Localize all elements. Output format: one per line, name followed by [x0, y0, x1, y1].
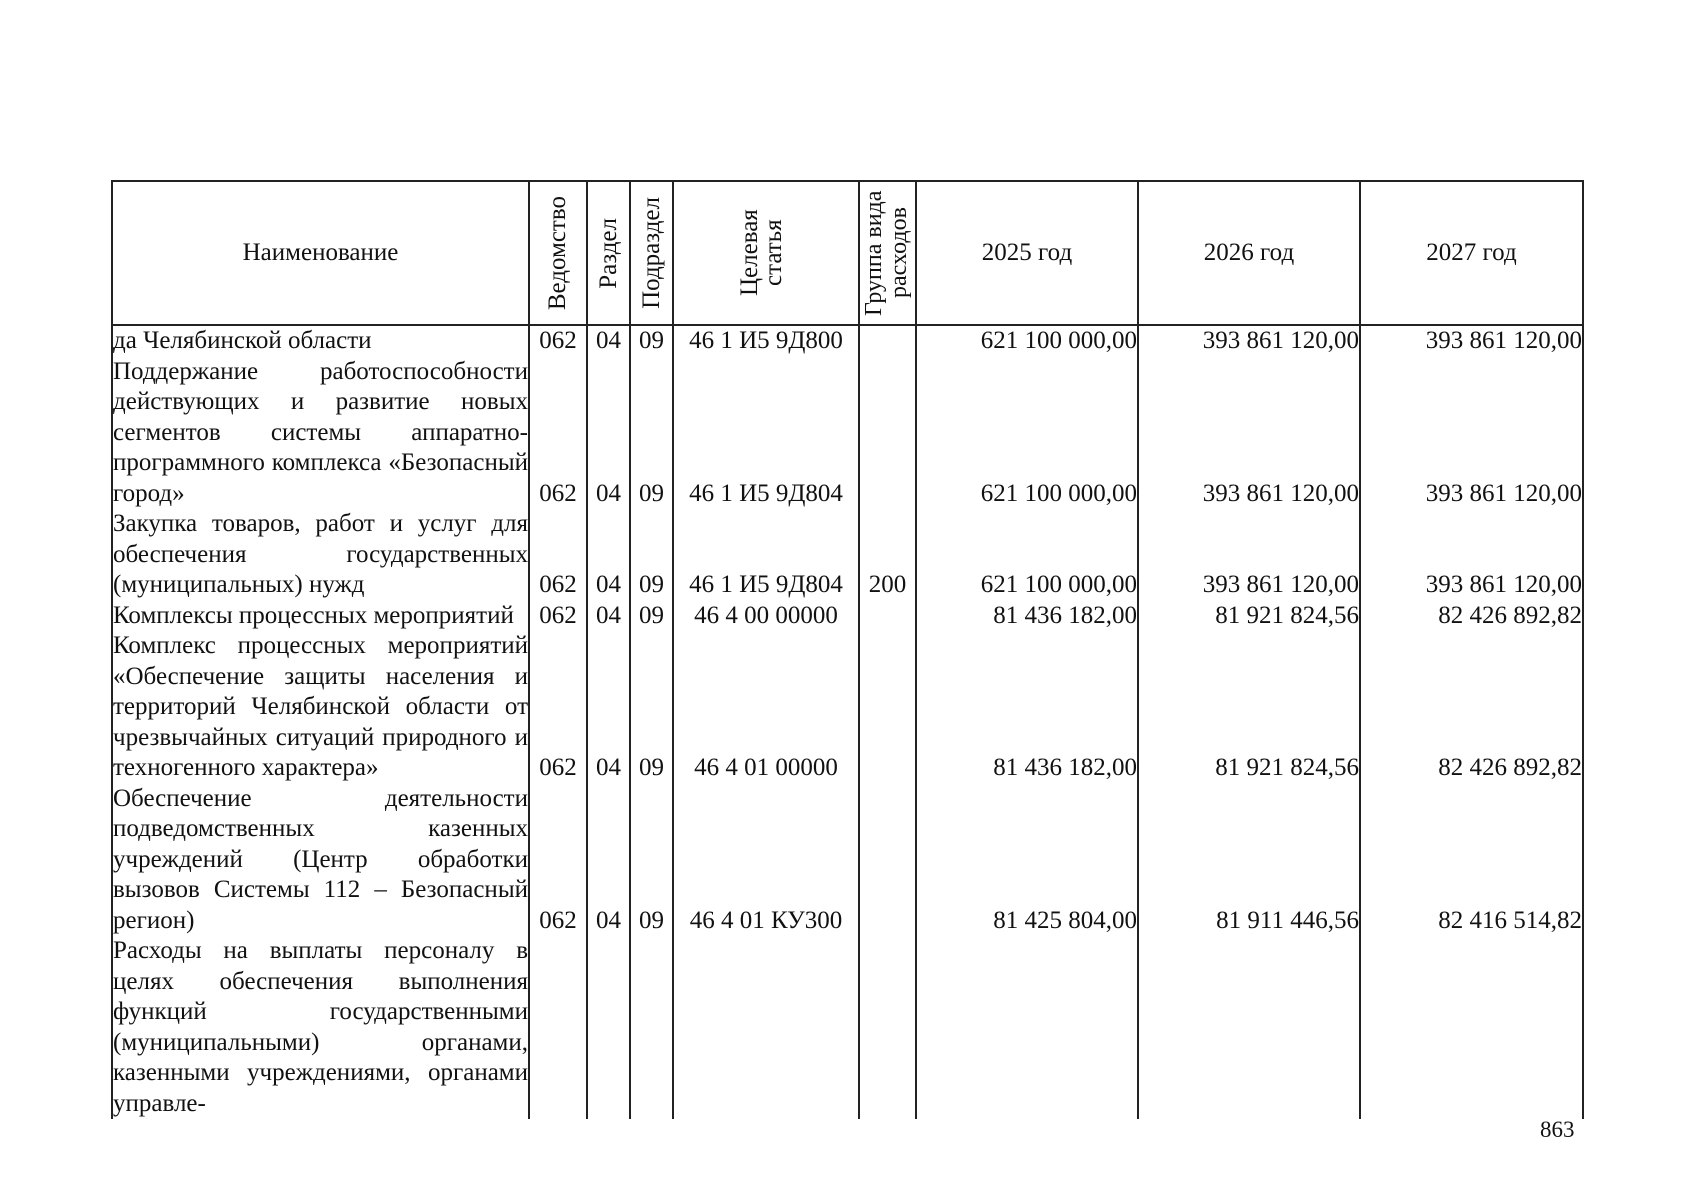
- table-row: [112, 509, 1583, 601]
- cell-name: Обеспечение деятельности подведомственных казенных учреждений (Центр обработки вызовов Системы 112 – Безопасный регион): [112, 784, 529, 937]
- cell-name: Комплексы процессных мероприятий: [112, 601, 529, 632]
- table-row: [112, 784, 1583, 937]
- cell-2027: 393 861 120,00: [1360, 509, 1583, 601]
- header-vedomstvo: Ведомство: [529, 181, 587, 325]
- cell-2026: [1138, 936, 1360, 1119]
- cell-vedomstvo: 062: [529, 601, 587, 632]
- page-number: 863: [1540, 1117, 1575, 1142]
- cell-2026: 81 921 824,56: [1138, 601, 1360, 632]
- cell-2025: 81 436 182,00: [916, 601, 1138, 632]
- cell-gruppa: [859, 357, 916, 510]
- cell-2025: 81 436 182,00: [916, 631, 1138, 784]
- cell-vedomstvo: 062: [529, 357, 587, 510]
- cell-vedomstvo: 062: [529, 509, 587, 601]
- cell-gruppa: [859, 325, 916, 357]
- cell-2027: 393 861 120,00: [1360, 357, 1583, 510]
- cell-2025: 621 100 000,00: [916, 357, 1138, 510]
- header-podrazdel: Подраздел: [630, 181, 673, 325]
- table-body: [112, 325, 1583, 1119]
- cell-2025: 621 100 000,00: [916, 325, 1138, 357]
- cell-2027: 82 426 892,82: [1360, 601, 1583, 632]
- cell-2026: 81 921 824,56: [1138, 631, 1360, 784]
- cell-celevaya-statya: 46 4 00 00000: [673, 601, 859, 632]
- cell-2027: 82 416 514,82: [1360, 784, 1583, 937]
- cell-2025: [916, 936, 1138, 1119]
- cell-razdel: 04: [587, 601, 630, 632]
- cell-gruppa: [859, 601, 916, 632]
- table-row: [112, 631, 1583, 784]
- cell-podrazdel: 09: [630, 601, 673, 632]
- cell-2025: 81 425 804,00: [916, 784, 1138, 937]
- cell-razdel: 04: [587, 631, 630, 784]
- cell-gruppa: [859, 784, 916, 937]
- cell-razdel: 04: [587, 325, 630, 357]
- cell-podrazdel: 09: [630, 509, 673, 601]
- cell-name: Расходы на выплаты персоналу в целях обеспечения выполнения функций государственными (муниципальными) органами, казенными учреждениями, органами управле-: [112, 936, 529, 1119]
- cell-2027: 82 426 892,82: [1360, 631, 1583, 784]
- cell-razdel: 04: [587, 784, 630, 937]
- cell-name: Закупка товаров, работ и услуг для обеспечения государственных (муниципальных) нужд: [112, 509, 529, 601]
- table-header-row: [112, 181, 1583, 325]
- header-name: Наименование: [112, 181, 529, 325]
- table-row: [112, 325, 1583, 357]
- header-2027: 2027 год: [1360, 181, 1583, 325]
- budget-table: [111, 180, 1584, 1119]
- cell-razdel: [587, 936, 630, 1119]
- cell-celevaya-statya: 46 1 И5 9Д800: [673, 325, 859, 357]
- cell-name: да Челябинской области: [112, 325, 529, 357]
- header-2026: 2026 год: [1138, 181, 1360, 325]
- header-razdel: Раздел: [587, 181, 630, 325]
- cell-2027: 393 861 120,00: [1360, 325, 1583, 357]
- cell-gruppa: 200: [859, 509, 916, 601]
- cell-2026: 393 861 120,00: [1138, 357, 1360, 510]
- cell-gruppa: [859, 936, 916, 1119]
- cell-2025: 621 100 000,00: [916, 509, 1138, 601]
- table-row: [112, 936, 1583, 1119]
- cell-celevaya-statya: 46 4 01 КУ300: [673, 784, 859, 937]
- cell-2026: 393 861 120,00: [1138, 325, 1360, 357]
- cell-gruppa: [859, 631, 916, 784]
- header-2025: 2025 год: [916, 181, 1138, 325]
- cell-vedomstvo: 062: [529, 631, 587, 784]
- cell-2027: [1360, 936, 1583, 1119]
- cell-vedomstvo: [529, 936, 587, 1119]
- header-celevaya-statya: Целевая статья: [673, 181, 859, 325]
- cell-vedomstvo: 062: [529, 784, 587, 937]
- cell-podrazdel: 09: [630, 631, 673, 784]
- table-row: [112, 601, 1583, 632]
- cell-2026: 393 861 120,00: [1138, 509, 1360, 601]
- cell-podrazdel: 09: [630, 325, 673, 357]
- header-gruppa-vida-rashodov: Группа вида расходов: [859, 181, 916, 325]
- cell-vedomstvo: 062: [529, 325, 587, 357]
- cell-celevaya-statya: 46 1 И5 9Д804: [673, 509, 859, 601]
- cell-podrazdel: 09: [630, 357, 673, 510]
- cell-podrazdel: 09: [630, 784, 673, 937]
- cell-name: Комплекс процессных мероприятий «Обеспечение защиты населения и территорий Челябинской области от чрезвычайных ситуаций природного и техногенного характера»: [112, 631, 529, 784]
- cell-razdel: 04: [587, 357, 630, 510]
- cell-name: Поддержание работоспособности действующих и развитие новых сегментов системы аппаратно-программного комплекса «Безопасный город»: [112, 357, 529, 510]
- cell-podrazdel: [630, 936, 673, 1119]
- table-row: [112, 357, 1583, 510]
- cell-celevaya-statya: 46 1 И5 9Д804: [673, 357, 859, 510]
- cell-razdel: 04: [587, 509, 630, 601]
- cell-celevaya-statya: 46 4 01 00000: [673, 631, 859, 784]
- cell-2026: 81 911 446,56: [1138, 784, 1360, 937]
- cell-celevaya-statya: [673, 936, 859, 1119]
